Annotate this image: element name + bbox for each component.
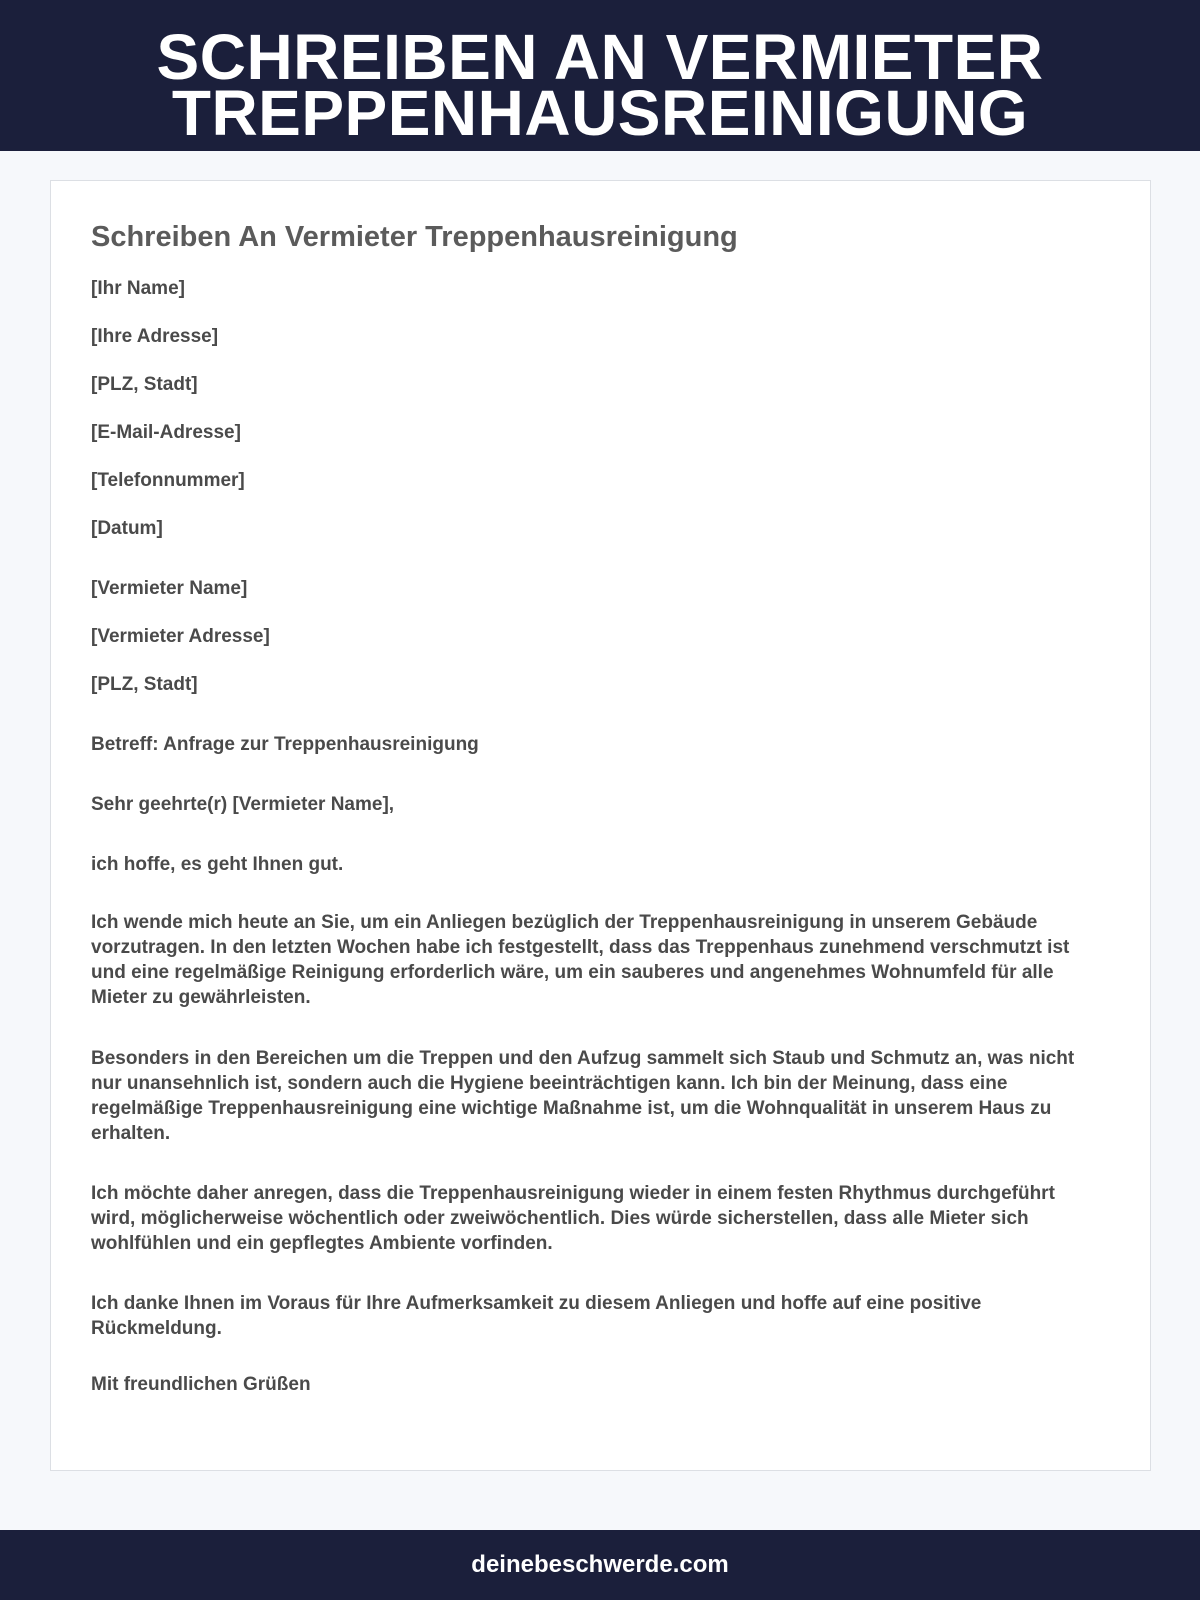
letter-date: [Datum] [91,518,163,539]
sender-name: [Ihr Name] [91,278,185,299]
sender-phone: [Telefonnummer] [91,470,245,491]
recipient-name: [Vermieter Name] [91,578,248,599]
page-footer [0,1530,1200,1600]
header-title-line1: SCHREIBEN AN VERMIETER [156,21,1044,93]
letter-closing: Mit freundlichen Grüßen [91,1374,311,1395]
sender-city: [PLZ, Stadt] [91,374,198,395]
letter-card [50,180,1151,1471]
letter-paragraph: Ich danke Ihnen im Voraus für Ihre Aufmerksamkeit zu diesem Anliegen und hoffe auf eine positive Rückmeldung. [91,1293,982,1339]
sender-email: [E-Mail-Adresse] [91,422,241,443]
letter-paragraph: Ich möchte daher anregen, dass die Treppenhausreinigung wieder in einem festen Rhythmus durchgeführt wird, möglicherweise wöchentlich oder zweiwöchentlich. Dies würde sicherstellen, dass alle Mieter sich wohlfühlen und ein gepflegtes Ambiente vorfinden. [91,1183,1055,1254]
letter-paragraph: Besonders in den Bereichen um die Treppen und den Aufzug sammelt sich Staub und Schmutz an, was nicht nur unansehnlich ist, sondern auch die Hygiene beeinträchtigen kann. Ich bin der Meinung, dass eine regelmäßige Treppenhausreinigung eine wichtige Maßnahme ist, um die Wohnqualität in unserem Haus zu erhalten. [91,1048,1075,1144]
letter-greeting: ich hoffe, es geht Ihnen gut. [91,854,344,875]
letter-subject: Betreff: Anfrage zur Treppenhausreinigung [91,734,479,755]
recipient-city: [PLZ, Stadt] [91,674,198,695]
footer-site-link[interactable]: deinebeschwerde.com [471,1551,729,1578]
letter-title: Schreiben An Vermieter Treppenhausreinigung [91,221,738,253]
header-title-line2: TREPPENHAUSREINIGUNG [171,77,1029,149]
letter-paragraph: Ich wende mich heute an Sie, um ein Anliegen bezüglich der Treppenhausreinigung in unserem Gebäude vorzutragen. In den letzten Wochen habe ich festgestellt, dass das Treppenhaus zunehmend verschmutzt ist und eine regelmäßige Reinigung erforderlich wäre, um ein sauberes und angenehmes Wohnumfeld für alle Mieter zu gewährleisten. [91,912,1070,1008]
letter-salutation: Sehr geehrte(r) [Vermieter Name], [91,794,395,815]
sender-address: [Ihre Adresse] [91,326,219,347]
page-header [0,0,1200,151]
recipient-address: [Vermieter Adresse] [91,626,270,647]
